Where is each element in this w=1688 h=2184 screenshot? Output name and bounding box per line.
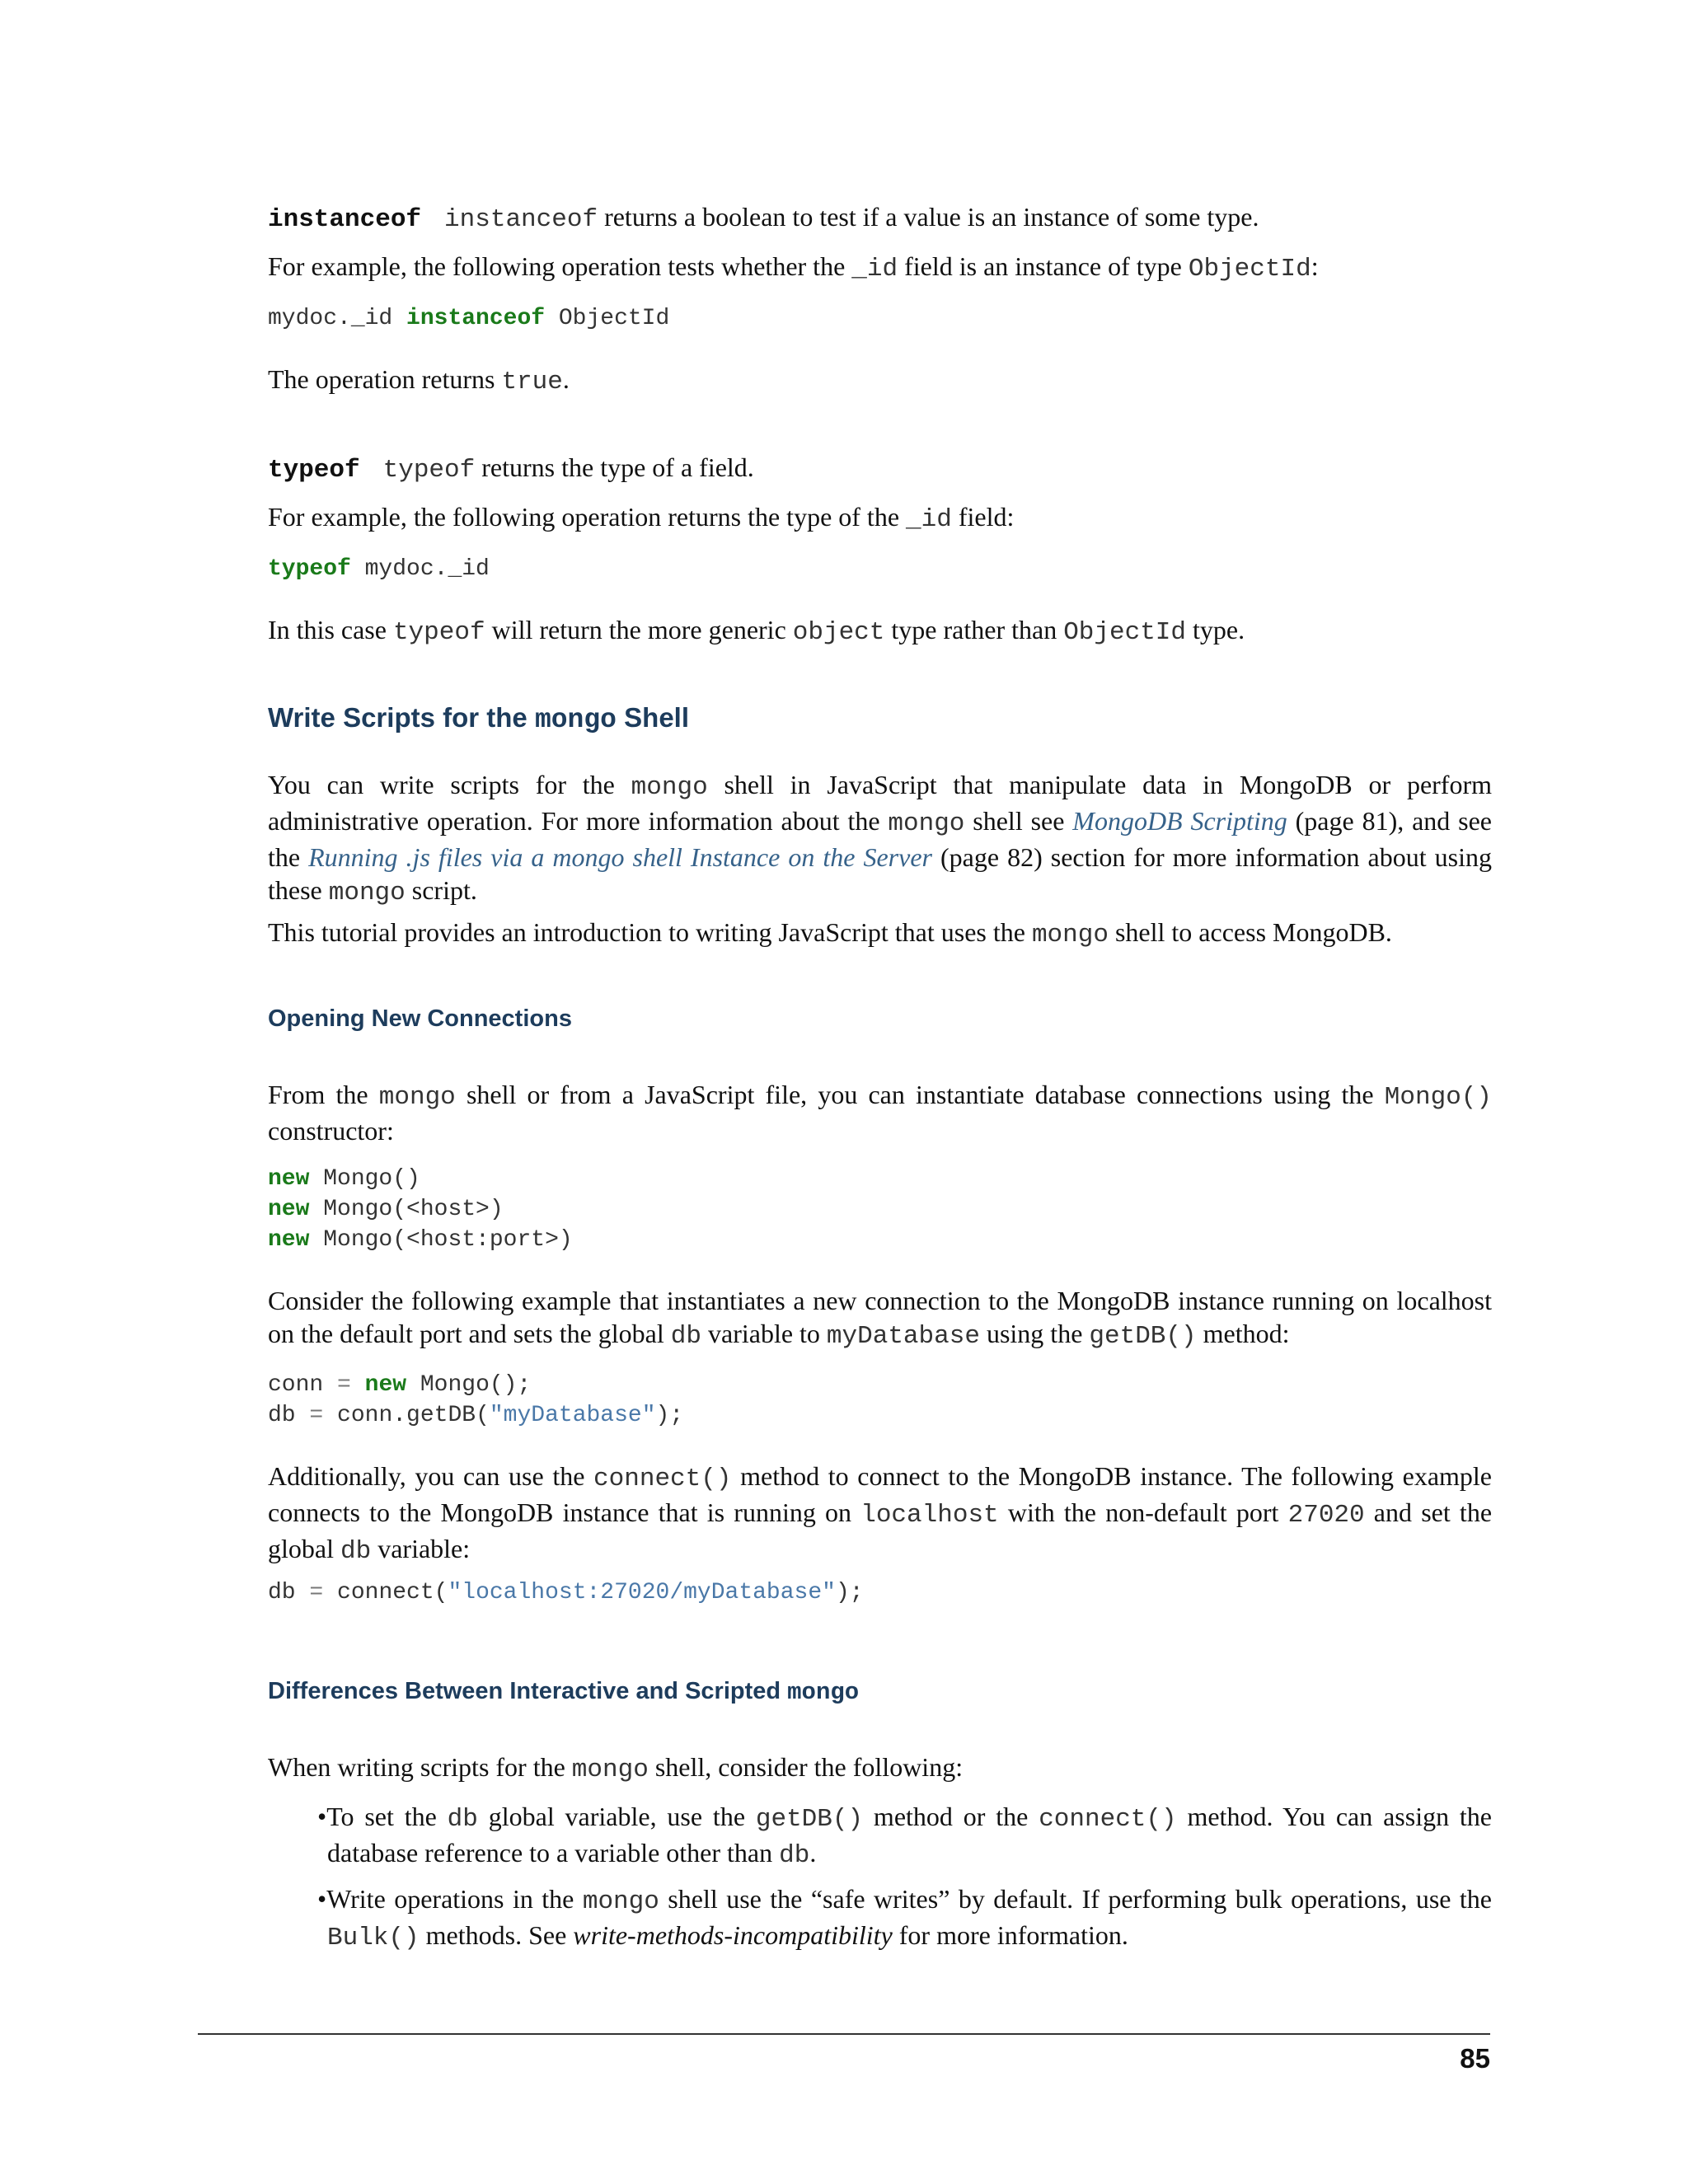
bullet-item-safe-writes: •Write operations in the mongo shell use the “safe writes” by default. If performing bulk operations, use the Bulk() methods. See write-methods-incompatibility for more information. (317, 1884, 1493, 1952)
term-typeof: typeof (268, 456, 360, 485)
typeof-case-text: In this case typeof will return the more generic object type rather than ObjectId type. (268, 615, 1245, 647)
footer-divider (198, 2033, 1490, 2035)
connections-example-paragraph: Consider the following example that instantiates a new connection to the MongoDB instance running on localhost on the default port and sets the global db variable to myDatabase using the getDB() method: (268, 1286, 1492, 1351)
typeof-definition: typeof typeof returns the type of a field. (268, 452, 754, 485)
differences-intro: When writing scripts for the mongo shell, consider the following: (268, 1752, 964, 1784)
typeof-example-text: For example, the following operation returns the type of the _id field: (268, 502, 1015, 534)
differences-heading: Differences Between Interactive and Scripted mongo (268, 1678, 860, 1706)
section-intro-paragraph: You can write scripts for the mongo shell in JavaScript that manipulate data in MongoDB or perform administrative operation. For more information about the mongo shell see MongoDB Scripting (page 81), and see the Running .js files via a mongo shell Instance on the Server (page 82) section for more information about using these mongo script. (268, 770, 1493, 907)
instanceof-returns-text: The operation returns true. (268, 364, 570, 396)
page-number: 85 (1460, 2043, 1490, 2074)
connections-intro-paragraph: From the mongo shell or from a JavaScript file, you can instantiate database connections using the Mongo() constructor: (268, 1080, 1493, 1146)
instanceof-example-text: For example, the following operation tests whether the _id field is an instance of type ObjectId: (268, 251, 1319, 284)
bullet-item-db-variable: •To set the db global variable, use the getDB() method or the connect() method. You can assign the database reference to a variable other than db. (317, 1802, 1493, 1870)
link-mongodb-scripting[interactable]: MongoDB Scripting (1072, 806, 1287, 836)
getdb-code-block: conn = new Mongo(); db = conn.getDB("myDatabase"); (268, 1372, 684, 1428)
connections-heading: Opening New Connections (268, 1005, 572, 1032)
instanceof-definition: instanceof instanceof returns a boolean to test if a value is an instance of some type. (268, 202, 1259, 234)
section-heading: Write Scripts for the mongo Shell (268, 702, 690, 735)
connect-code-block: db = connect("localhost:27020/myDatabase"); (268, 1580, 864, 1605)
mongo-constructor-code-block: new Mongo() new Mongo(<host>) new Mongo(<host:port>) (268, 1166, 573, 1253)
term-instanceof: instanceof (268, 205, 422, 234)
section-tutorial-paragraph: This tutorial provides an introduction to writing JavaScript that uses the mongo shell to access MongoDB. (268, 917, 1392, 949)
connect-method-paragraph: Additionally, you can use the connect() method to connect to the MongoDB instance. The following example connects to the MongoDB instance that is running on localhost with the non-default port 27020 and set the global db variable: (268, 1461, 1493, 1566)
link-running-js-files[interactable]: Running .js files via a mongo shell Instance on the Server (308, 842, 932, 872)
typeof-code-block: typeof mydoc._id (268, 556, 490, 582)
instanceof-code-block: mydoc._id instanceof ObjectId (268, 306, 670, 331)
